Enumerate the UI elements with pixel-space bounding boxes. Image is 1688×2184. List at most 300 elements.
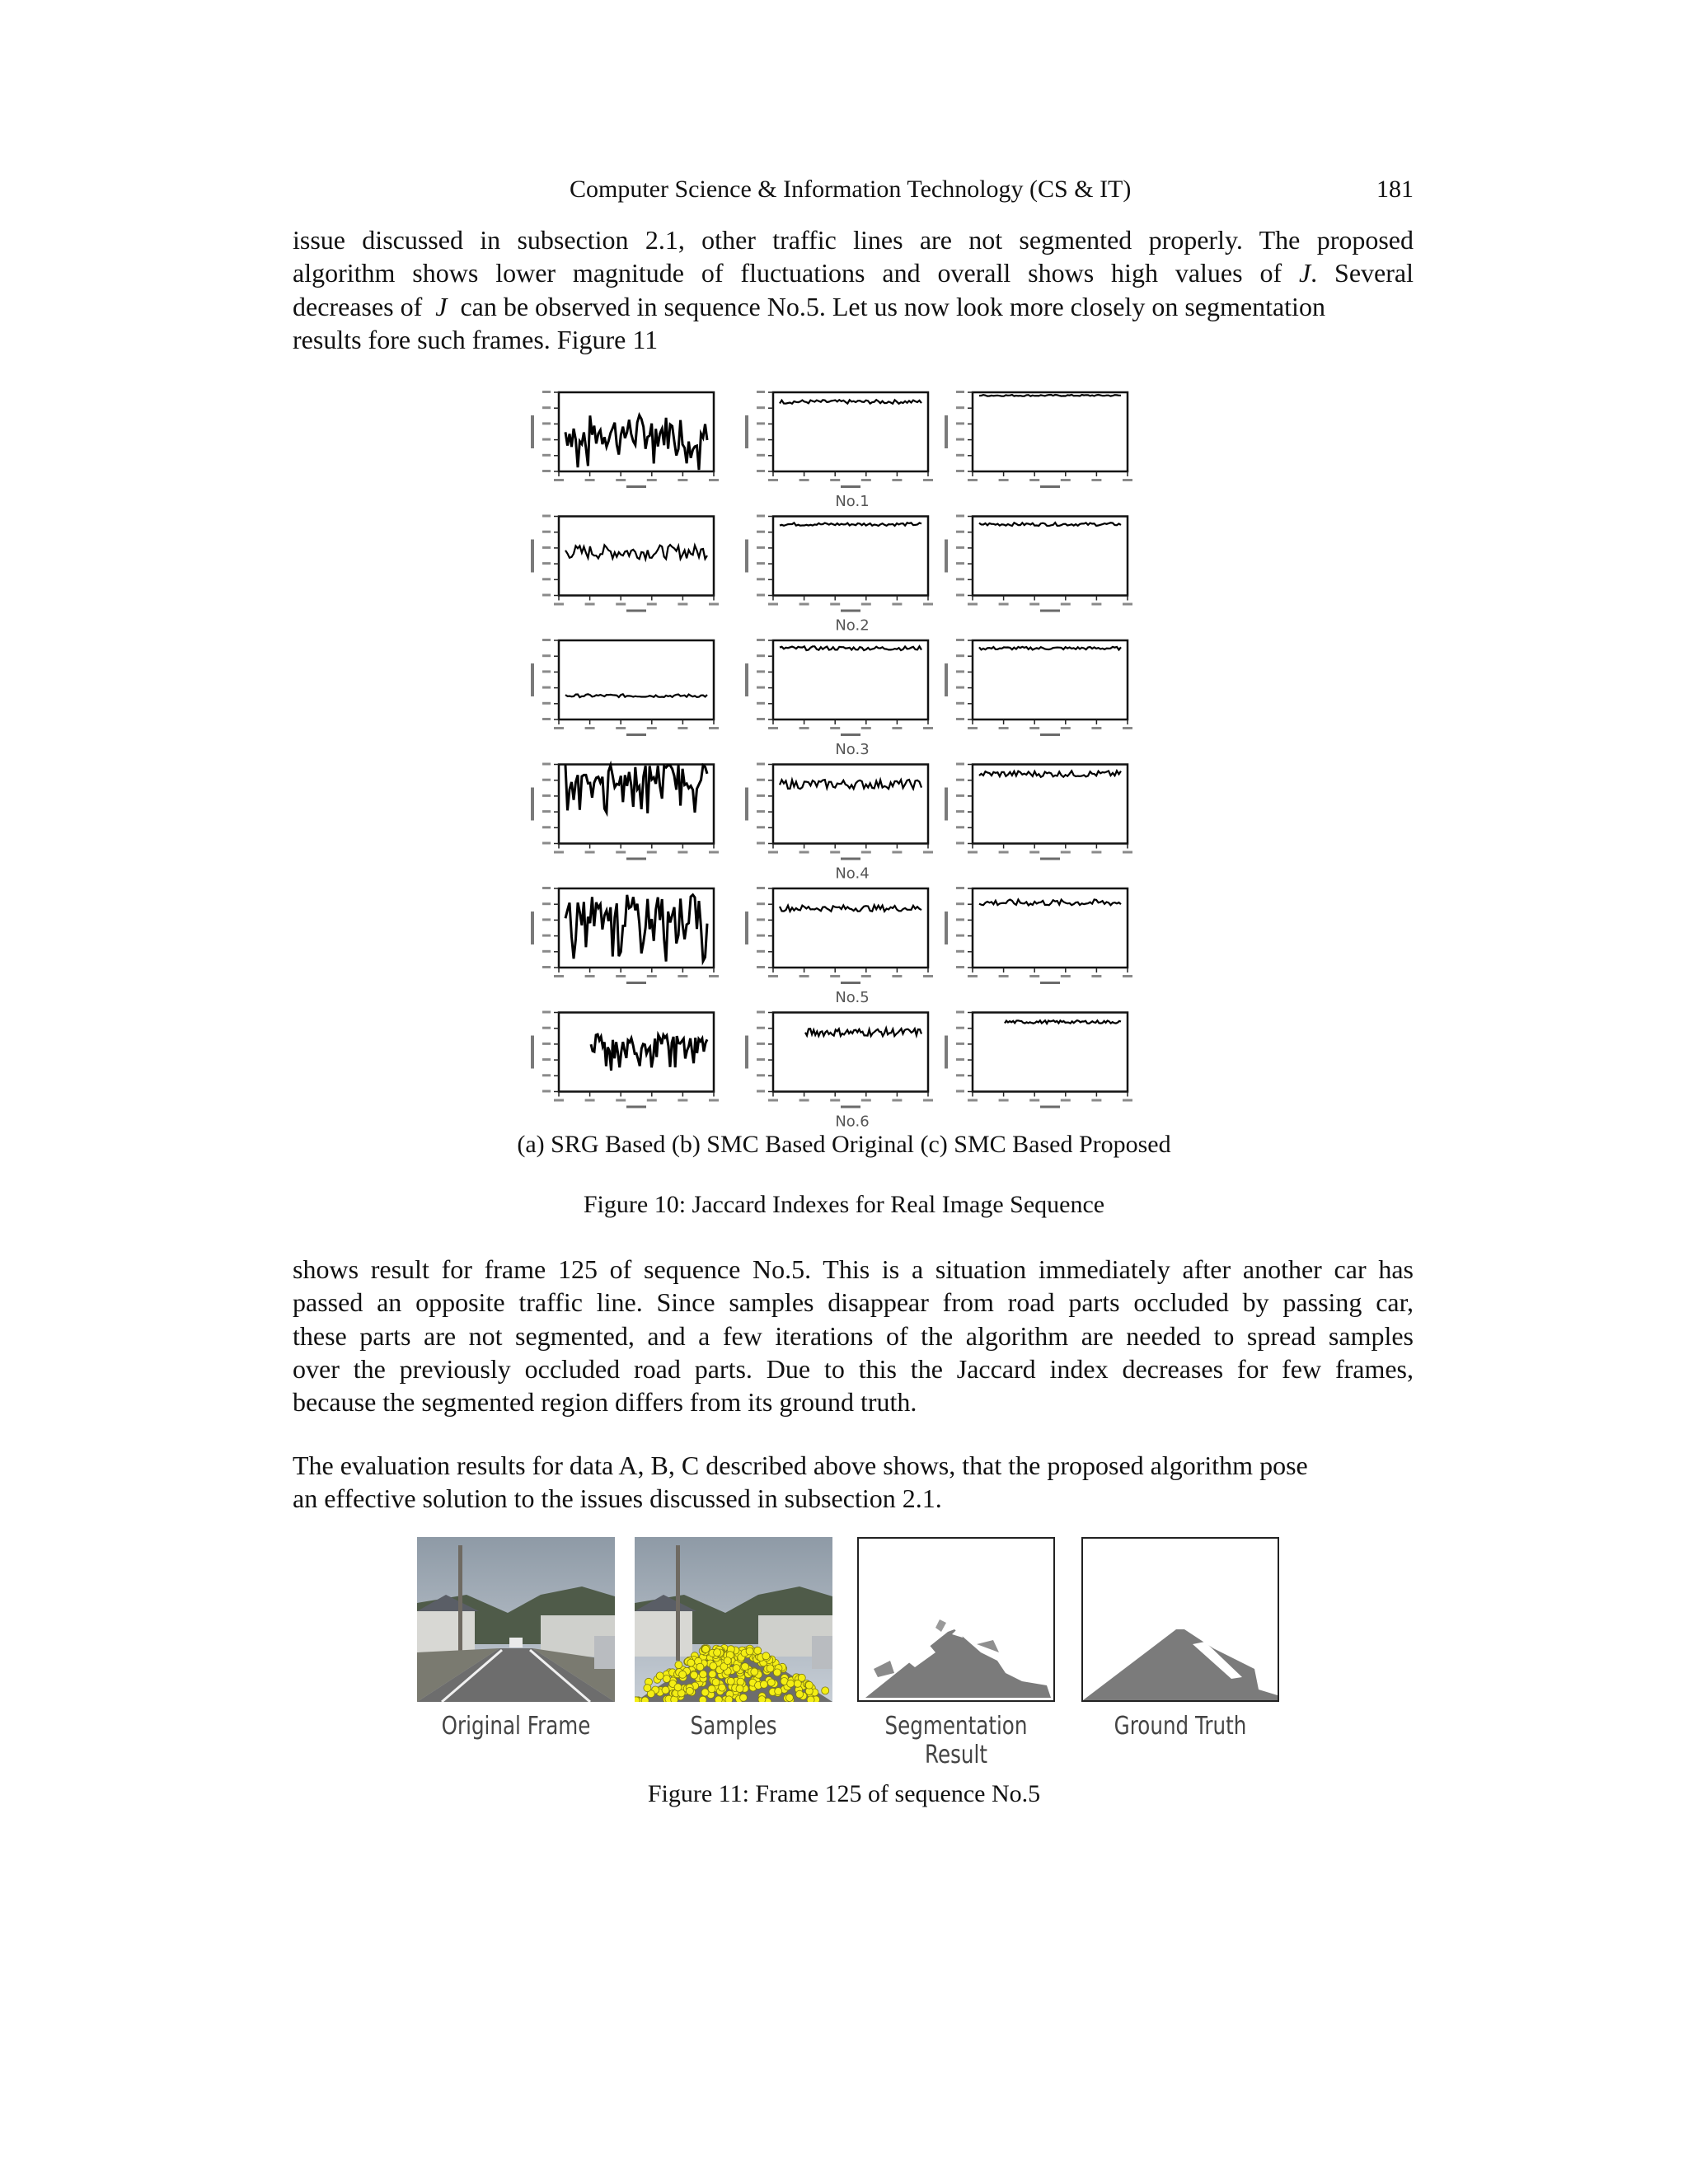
page-number: 181 — [1376, 176, 1414, 203]
sample-dot — [746, 1647, 753, 1655]
plot-frame — [559, 640, 714, 719]
sample-dot — [724, 1657, 731, 1665]
plot-frame — [773, 765, 928, 844]
sample-dot — [736, 1685, 743, 1693]
y-tick-label — [542, 702, 551, 705]
sample-dot — [773, 1669, 781, 1676]
x-tick-label — [968, 603, 978, 606]
x-tick-label — [647, 727, 657, 729]
y-tick-label — [757, 950, 765, 953]
sample-dot — [719, 1684, 726, 1691]
sample-dot — [715, 1696, 722, 1702]
x-tick-label — [1061, 975, 1071, 977]
y-axis-label — [945, 663, 948, 696]
y-axis-label — [531, 540, 534, 573]
sample-dot — [662, 1686, 669, 1694]
x-axis-label — [626, 485, 646, 488]
y-tick-label — [956, 935, 964, 937]
x-tick-label — [585, 479, 595, 481]
x-tick-label — [585, 603, 595, 606]
y-tick-label — [542, 826, 551, 828]
y-tick-label — [542, 654, 551, 657]
x-tick-label — [768, 1099, 778, 1102]
plot-frame — [773, 888, 928, 968]
y-tick-label — [956, 842, 964, 845]
y-tick-label — [757, 935, 765, 937]
paragraph-fragment: algorithm shows lower magnitude of fluctuations and overall shows high values of — [293, 258, 1282, 288]
y-tick-label — [757, 1027, 765, 1029]
y-tick-label — [757, 654, 765, 657]
y-tick-label — [956, 546, 964, 549]
paragraph-fragment: can be observed in sequence No.5. Let us now look more closely on segmentation — [460, 291, 1325, 321]
y-tick-label — [542, 1043, 551, 1045]
x-tick-label — [923, 479, 933, 481]
y-axis-label — [745, 415, 748, 448]
x-axis-label — [1040, 610, 1060, 612]
figure-11 — [412, 1537, 1286, 1769]
y-tick-label — [757, 454, 765, 457]
y-tick-label — [956, 531, 964, 533]
paragraph-line: The evaluation results for data A, B, C described above shows, that the proposed algorithm pose — [293, 1451, 1308, 1480]
x-tick-label — [892, 727, 902, 729]
y-tick-label — [542, 531, 551, 533]
x-tick-label — [678, 479, 687, 481]
plot-frame — [773, 640, 928, 719]
x-axis-label — [626, 858, 646, 860]
sample-dot — [822, 1687, 829, 1694]
sample-dot — [751, 1668, 758, 1675]
x-tick-label — [554, 1099, 564, 1102]
y-tick-label — [542, 1090, 551, 1093]
y-tick-label — [757, 1043, 765, 1045]
y-tick-label — [542, 918, 551, 921]
paragraph-line: because the segmented region differs from its ground truth. — [293, 1387, 917, 1418]
y-axis-label — [745, 663, 748, 696]
sample-dot — [733, 1665, 740, 1672]
x-tick-label — [799, 851, 809, 854]
y-tick-label — [956, 826, 964, 828]
y-tick-label — [757, 718, 765, 720]
y-tick-label — [542, 438, 551, 441]
x-tick-label — [999, 1099, 1009, 1102]
y-tick-label — [542, 794, 551, 797]
sample-dot — [644, 1685, 651, 1692]
x-tick-label — [861, 727, 871, 729]
y-tick-label — [542, 391, 551, 393]
sequence-label: No.2 — [835, 616, 870, 635]
x-tick-label — [616, 1099, 626, 1102]
sample-dot — [714, 1649, 721, 1657]
x-tick-label — [923, 851, 933, 854]
y-tick-label — [542, 594, 551, 597]
y-tick-label — [956, 1074, 964, 1076]
x-tick-label — [1061, 727, 1071, 729]
plot-frame — [973, 517, 1128, 596]
sample-dot — [679, 1671, 687, 1678]
x-tick-label — [861, 479, 871, 481]
x-axis-label — [1040, 982, 1060, 984]
y-tick-label — [757, 639, 765, 641]
x-tick-label — [968, 479, 978, 481]
x-tick-label — [892, 975, 902, 977]
y-axis-label — [945, 1036, 948, 1069]
x-axis-label — [626, 982, 646, 984]
x-tick-label — [768, 603, 778, 606]
y-tick-label — [956, 687, 964, 689]
x-tick-label — [1029, 851, 1039, 854]
y-tick-label — [757, 515, 765, 518]
sample-dot — [700, 1671, 707, 1678]
panel-label-original-frame: Original Frame — [441, 1712, 591, 1741]
paragraph-line: an effective solution to the issues discussed in subsection 2.1. — [293, 1483, 942, 1514]
y-tick-label — [956, 639, 964, 641]
y-tick-label — [757, 1074, 765, 1076]
y-tick-label — [757, 966, 765, 968]
x-tick-label — [830, 603, 840, 606]
panel-label-samples: Samples — [690, 1712, 777, 1741]
sample-dot — [674, 1684, 682, 1691]
x-tick-label — [830, 479, 840, 481]
x-tick-label — [585, 975, 595, 977]
x-tick-label — [923, 1099, 933, 1102]
y-tick-label — [542, 454, 551, 457]
x-tick-label — [1061, 851, 1071, 854]
plot-frame — [773, 1013, 928, 1092]
x-tick-label — [861, 975, 871, 977]
x-tick-label — [616, 479, 626, 481]
y-tick-label — [542, 763, 551, 766]
sample-dot — [787, 1680, 795, 1687]
x-axis-label — [841, 733, 860, 736]
sample-dot — [742, 1663, 749, 1671]
figure-10-caption: Figure 10: Jaccard Indexes for Real Image Sequence — [583, 1191, 1105, 1218]
y-tick-label — [956, 1058, 964, 1061]
y-axis-label — [531, 415, 534, 448]
sample-dot — [737, 1678, 744, 1685]
sequence-label: No.4 — [835, 865, 870, 883]
x-tick-label — [678, 727, 687, 729]
y-tick-label — [757, 887, 765, 889]
y-tick-label — [542, 687, 551, 689]
sequence-label: No.3 — [835, 741, 870, 758]
y-tick-label — [542, 1074, 551, 1076]
x-tick-label — [1061, 1099, 1071, 1102]
x-tick-label — [1029, 603, 1039, 606]
sample-dot — [699, 1696, 706, 1702]
x-tick-label — [554, 727, 564, 729]
y-tick-label — [956, 950, 964, 953]
y-tick-label — [956, 562, 964, 565]
paragraph-fragment: . Several — [1311, 258, 1414, 288]
y-axis-label — [945, 788, 948, 821]
y-tick-label — [542, 1011, 551, 1014]
sample-dot — [702, 1646, 710, 1653]
x-tick-label — [616, 975, 626, 977]
x-tick-label — [892, 479, 902, 481]
y-tick-label — [757, 687, 765, 689]
figure-10-subcaption: (a) SRG Based (b) SMC Based Original (c) SMC Based Proposed — [517, 1131, 1171, 1158]
y-tick-label — [956, 966, 964, 968]
y-tick-label — [757, 1058, 765, 1061]
x-tick-label — [999, 851, 1009, 854]
paragraph-line: passed an opposite traffic line. Since samples disappear from road parts occluded by passing car, — [293, 1287, 1414, 1318]
x-tick-label — [1029, 975, 1039, 977]
y-tick-label — [956, 779, 964, 781]
x-tick-label — [1123, 603, 1132, 606]
sequence-label: No.1 — [835, 493, 870, 510]
y-axis-label — [745, 540, 748, 573]
x-tick-label — [968, 1099, 978, 1102]
x-tick-label — [923, 975, 933, 977]
y-tick-label — [956, 794, 964, 797]
y-tick-label — [757, 842, 765, 845]
y-tick-label — [542, 422, 551, 424]
y-tick-label — [757, 702, 765, 705]
y-tick-label — [956, 1011, 964, 1014]
y-tick-label — [757, 391, 765, 393]
sample-dot — [725, 1696, 733, 1702]
y-tick-label — [757, 470, 765, 472]
x-tick-label — [799, 603, 809, 606]
x-tick-label — [799, 727, 809, 729]
paragraph-line: issue discussed in subsection 2.1, other traffic lines are not segmented properly. The proposed — [293, 225, 1414, 255]
x-tick-label — [709, 479, 719, 481]
x-tick-label — [678, 975, 687, 977]
x-tick-label — [768, 975, 778, 977]
x-axis-label — [841, 1106, 860, 1108]
x-tick-label — [678, 603, 687, 606]
x-tick-label — [1029, 727, 1039, 729]
y-tick-label — [757, 531, 765, 533]
segmentation-result-image — [857, 1537, 1055, 1702]
y-tick-label — [542, 950, 551, 953]
y-axis-label — [745, 1036, 748, 1069]
y-tick-label — [757, 918, 765, 921]
y-tick-label — [542, 470, 551, 472]
x-tick-label — [554, 603, 564, 606]
figure-10 — [511, 381, 1203, 1129]
x-tick-label — [923, 727, 933, 729]
x-tick-label — [616, 851, 626, 854]
y-tick-label — [542, 1058, 551, 1061]
sample-dot — [740, 1694, 748, 1701]
x-tick-label — [709, 727, 719, 729]
y-tick-label — [956, 422, 964, 424]
x-tick-label — [1029, 479, 1039, 481]
y-tick-label — [956, 578, 964, 580]
sample-dot — [691, 1671, 698, 1679]
x-axis-label — [841, 982, 860, 984]
x-tick-label — [799, 479, 809, 481]
paragraph-line — [293, 256, 1414, 289]
sample-dot — [641, 1697, 649, 1702]
x-tick-label — [799, 1099, 809, 1102]
y-tick-label — [542, 966, 551, 968]
x-tick-label — [768, 851, 778, 854]
plot-frame — [973, 1013, 1128, 1092]
x-axis-label — [1040, 485, 1060, 488]
paragraph-line: these parts are not segmented, and a few iterations of the algorithm are needed to spread samples — [293, 1320, 1414, 1351]
ground-truth-image — [1081, 1537, 1279, 1702]
y-tick-label — [956, 391, 964, 393]
sample-dot — [675, 1661, 682, 1669]
y-tick-label — [757, 438, 765, 441]
x-tick-label — [892, 1099, 902, 1102]
y-tick-label — [542, 515, 551, 518]
journal-title: Computer Science & Information Technology (CS & IT) — [570, 176, 1132, 203]
y-axis-label — [945, 415, 948, 448]
x-tick-label — [999, 975, 1009, 977]
x-tick-label — [1029, 1099, 1039, 1102]
paragraph-line: results fore such frames. Figure 11 — [293, 324, 659, 354]
y-tick-label — [542, 546, 551, 549]
sample-dot — [762, 1652, 770, 1660]
y-axis-label — [531, 663, 534, 696]
x-tick-label — [799, 975, 809, 977]
sample-dot — [727, 1678, 734, 1685]
x-axis-label — [841, 610, 860, 612]
y-tick-label — [956, 1090, 964, 1093]
x-tick-label — [892, 851, 902, 854]
sample-dot — [663, 1675, 670, 1683]
y-tick-label — [542, 1027, 551, 1029]
samples-image — [635, 1537, 832, 1702]
paragraph-fragment: decreases of — [293, 291, 423, 321]
sample-dot — [696, 1663, 704, 1671]
x-tick-label — [1091, 603, 1101, 606]
x-tick-label — [968, 727, 978, 729]
sample-dot — [807, 1696, 814, 1702]
y-tick-label — [956, 654, 964, 657]
paragraph-2 — [293, 1253, 1414, 1418]
x-tick-label — [554, 851, 564, 854]
y-tick-label — [757, 562, 765, 565]
sequence-label: No.6 — [835, 1113, 870, 1129]
figure-11-caption: Figure 11: Frame 125 of sequence No.5 — [647, 1780, 1041, 1807]
sample-dot — [710, 1662, 717, 1670]
x-tick-label — [1123, 1099, 1132, 1102]
y-tick-label — [542, 810, 551, 813]
sample-dot — [767, 1679, 775, 1686]
sample-dot — [796, 1690, 804, 1698]
y-tick-label — [956, 406, 964, 409]
paragraph-line: shows result for frame 125 of sequence No.5. This is a situation immediately after another car has — [293, 1254, 1414, 1284]
x-tick-label — [585, 727, 595, 729]
sample-dot — [701, 1689, 709, 1696]
y-tick-label — [956, 887, 964, 889]
y-tick-label — [757, 794, 765, 797]
x-tick-label — [1091, 727, 1101, 729]
y-tick-label — [956, 718, 964, 720]
x-tick-label — [1091, 1099, 1101, 1102]
x-axis-label — [626, 610, 646, 612]
y-tick-label — [956, 594, 964, 597]
x-tick-label — [830, 851, 840, 854]
x-tick-label — [861, 1099, 871, 1102]
sample-dot — [760, 1680, 767, 1688]
x-axis-label — [1040, 858, 1060, 860]
plot-frame — [973, 392, 1128, 471]
paragraph-3 — [293, 1449, 1414, 1516]
sample-dot — [798, 1674, 805, 1681]
y-axis-label — [745, 788, 748, 821]
x-tick-label — [768, 479, 778, 481]
paragraph-1 — [293, 223, 1414, 356]
y-tick-label — [542, 779, 551, 781]
y-axis-label — [745, 912, 748, 944]
y-tick-label — [956, 470, 964, 472]
x-tick-label — [830, 1099, 840, 1102]
x-tick-label — [616, 727, 626, 729]
x-tick-label — [554, 479, 564, 481]
x-tick-label — [647, 603, 657, 606]
x-axis-label — [1040, 1106, 1060, 1108]
jaccard-symbol: J — [1298, 258, 1311, 288]
sample-dot — [687, 1659, 695, 1666]
y-tick-label — [757, 594, 765, 597]
x-tick-label — [861, 603, 871, 606]
x-axis-label — [1040, 733, 1060, 736]
x-tick-label — [1091, 851, 1101, 854]
x-tick-label — [999, 603, 1009, 606]
x-tick-label — [585, 851, 595, 854]
paragraph-line: over the previously occluded road parts. Due to this the Jaccard index decreases for few frames, — [293, 1353, 1414, 1384]
y-tick-label — [757, 1090, 765, 1093]
x-tick-label — [647, 1099, 657, 1102]
plot-frame — [773, 517, 928, 596]
sample-dot — [656, 1672, 663, 1680]
x-tick-label — [830, 727, 840, 729]
original-frame-image — [417, 1537, 615, 1702]
x-axis-label — [626, 1106, 646, 1108]
y-tick-label — [542, 406, 551, 409]
x-tick-label — [678, 1099, 687, 1102]
x-tick-label — [999, 479, 1009, 481]
y-tick-label — [542, 718, 551, 720]
x-tick-label — [968, 851, 978, 854]
sample-dot — [709, 1671, 716, 1678]
x-tick-label — [647, 975, 657, 977]
y-tick-label — [956, 918, 964, 921]
x-tick-label — [709, 603, 719, 606]
x-tick-label — [1123, 851, 1132, 854]
x-tick-label — [554, 975, 564, 977]
sample-dot — [754, 1647, 762, 1654]
x-axis-label — [626, 733, 646, 736]
y-tick-label — [542, 842, 551, 845]
panel-label-segmentation-result: Segmentation Result — [884, 1712, 1028, 1769]
x-tick-label — [1123, 727, 1132, 729]
x-tick-label — [768, 727, 778, 729]
y-tick-label — [956, 902, 964, 905]
plot-frame — [973, 765, 1128, 844]
x-tick-label — [709, 851, 719, 854]
x-axis-label — [841, 858, 860, 860]
y-tick-label — [956, 438, 964, 441]
x-tick-label — [1061, 479, 1071, 481]
x-tick-label — [861, 851, 871, 854]
y-tick-label — [542, 670, 551, 673]
jaccard-chart-grid — [511, 381, 1203, 1129]
sample-dot — [785, 1694, 793, 1702]
sample-dot — [686, 1687, 693, 1694]
x-tick-label — [830, 975, 840, 977]
x-tick-label — [1123, 479, 1132, 481]
y-tick-label — [757, 670, 765, 673]
y-tick-label — [956, 702, 964, 705]
y-tick-label — [757, 546, 765, 549]
y-tick-label — [956, 1043, 964, 1045]
